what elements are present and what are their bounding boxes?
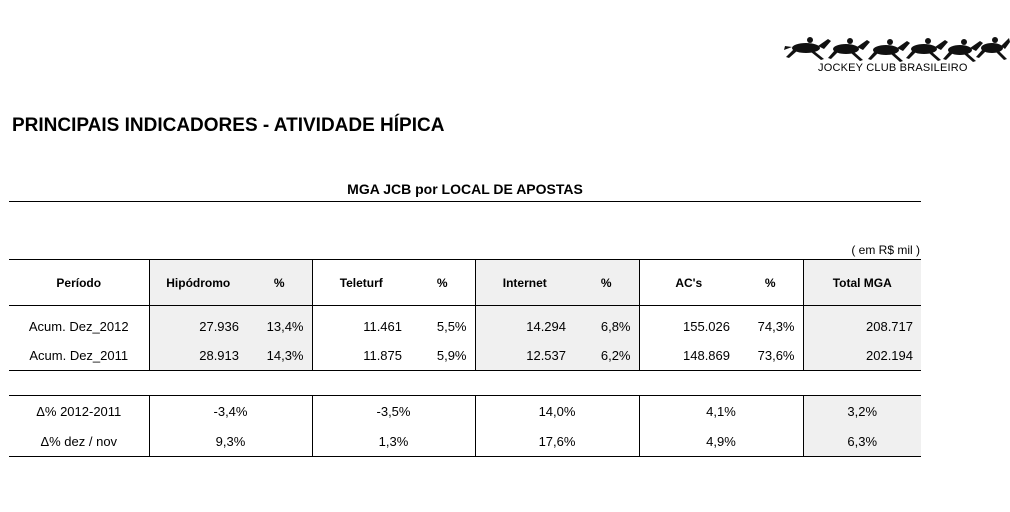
header-internet-pct: % [574,260,639,306]
table-row [9,306,921,342]
cell-teleturf-pct: 5,9% [410,341,475,371]
cell-teleturf: 11.461 [312,306,410,342]
delta-teleturf: -3,5% [312,396,475,427]
delta-acs: 4,9% [639,426,803,457]
cell-periodo: Acum. Dez_2012 [28,319,129,334]
variation-table [9,395,921,457]
cell-hipodromo: 28.913 [149,341,247,371]
delta-hipodromo: 9,3% [149,426,312,457]
cell-acs: 155.026 [639,306,738,342]
cell-acs-pct: 74,3% [757,319,795,334]
cell-periodo: Acum. Dez_2011 [9,341,149,371]
cell-teleturf-pct: 5,5% [436,319,467,334]
table-row [9,396,921,427]
cell-total-mga: 208.717 [803,306,921,342]
units-note: ( em R$ mil ) [851,243,920,257]
cell-hipodromo-pct: 14,3% [247,341,312,371]
cell-acs: 148.869 [639,341,738,371]
delta-acs: 4,1% [639,396,803,427]
delta-internet: 14,0% [475,396,639,427]
racing-horses-icon [784,30,1010,64]
table-header-row [9,260,921,306]
delta-label: Δ% 2012-2011 [9,396,149,427]
cell-internet-pct: 6,2% [574,341,639,371]
header-periodo: Período [9,260,149,306]
cell-hipodromo: 27.936 [149,306,247,342]
header-acs: AC's [639,260,738,306]
section-title: MGA JCB por LOCAL DE APOSTAS [347,181,583,197]
header-hipodromo: Hipódromo [149,260,247,306]
delta-total-mga: 6,3% [803,426,921,457]
delta-total-mga: 3,2% [803,396,921,427]
header-acs-pct: % [738,260,803,306]
mga-table [9,259,921,371]
header-teleturf-pct: % [410,260,475,306]
table-row [9,341,921,371]
cell-internet: 12.537 [475,341,574,371]
table-row [9,426,921,457]
jockey-club-logo [784,30,1010,76]
header-hipodromo-pct: % [247,260,312,306]
cell-hipodromo-pct: 13,4% [247,306,312,342]
delta-hipodromo: -3,4% [149,396,312,427]
delta-internet: 17,6% [475,426,639,457]
cell-acs-pct: 73,6% [738,341,803,371]
cell-internet-pct: 6,8% [574,306,639,342]
cell-teleturf: 11.875 [312,341,410,371]
section-divider [9,201,921,202]
delta-label: Δ% dez / nov [9,426,149,457]
cell-total-mga: 202.194 [803,341,921,371]
header-internet: Internet [475,260,574,306]
delta-teleturf: 1,3% [312,426,475,457]
cell-internet: 14.294 [475,306,574,342]
page-title: PRINCIPAIS INDICADORES - ATIVIDADE HÍPICA [12,115,445,136]
header-total-mga: Total MGA [803,260,921,306]
logo-text: JOCKEY CLUB BRASILEIRO [818,62,968,74]
header-teleturf: Teleturf [312,260,410,306]
